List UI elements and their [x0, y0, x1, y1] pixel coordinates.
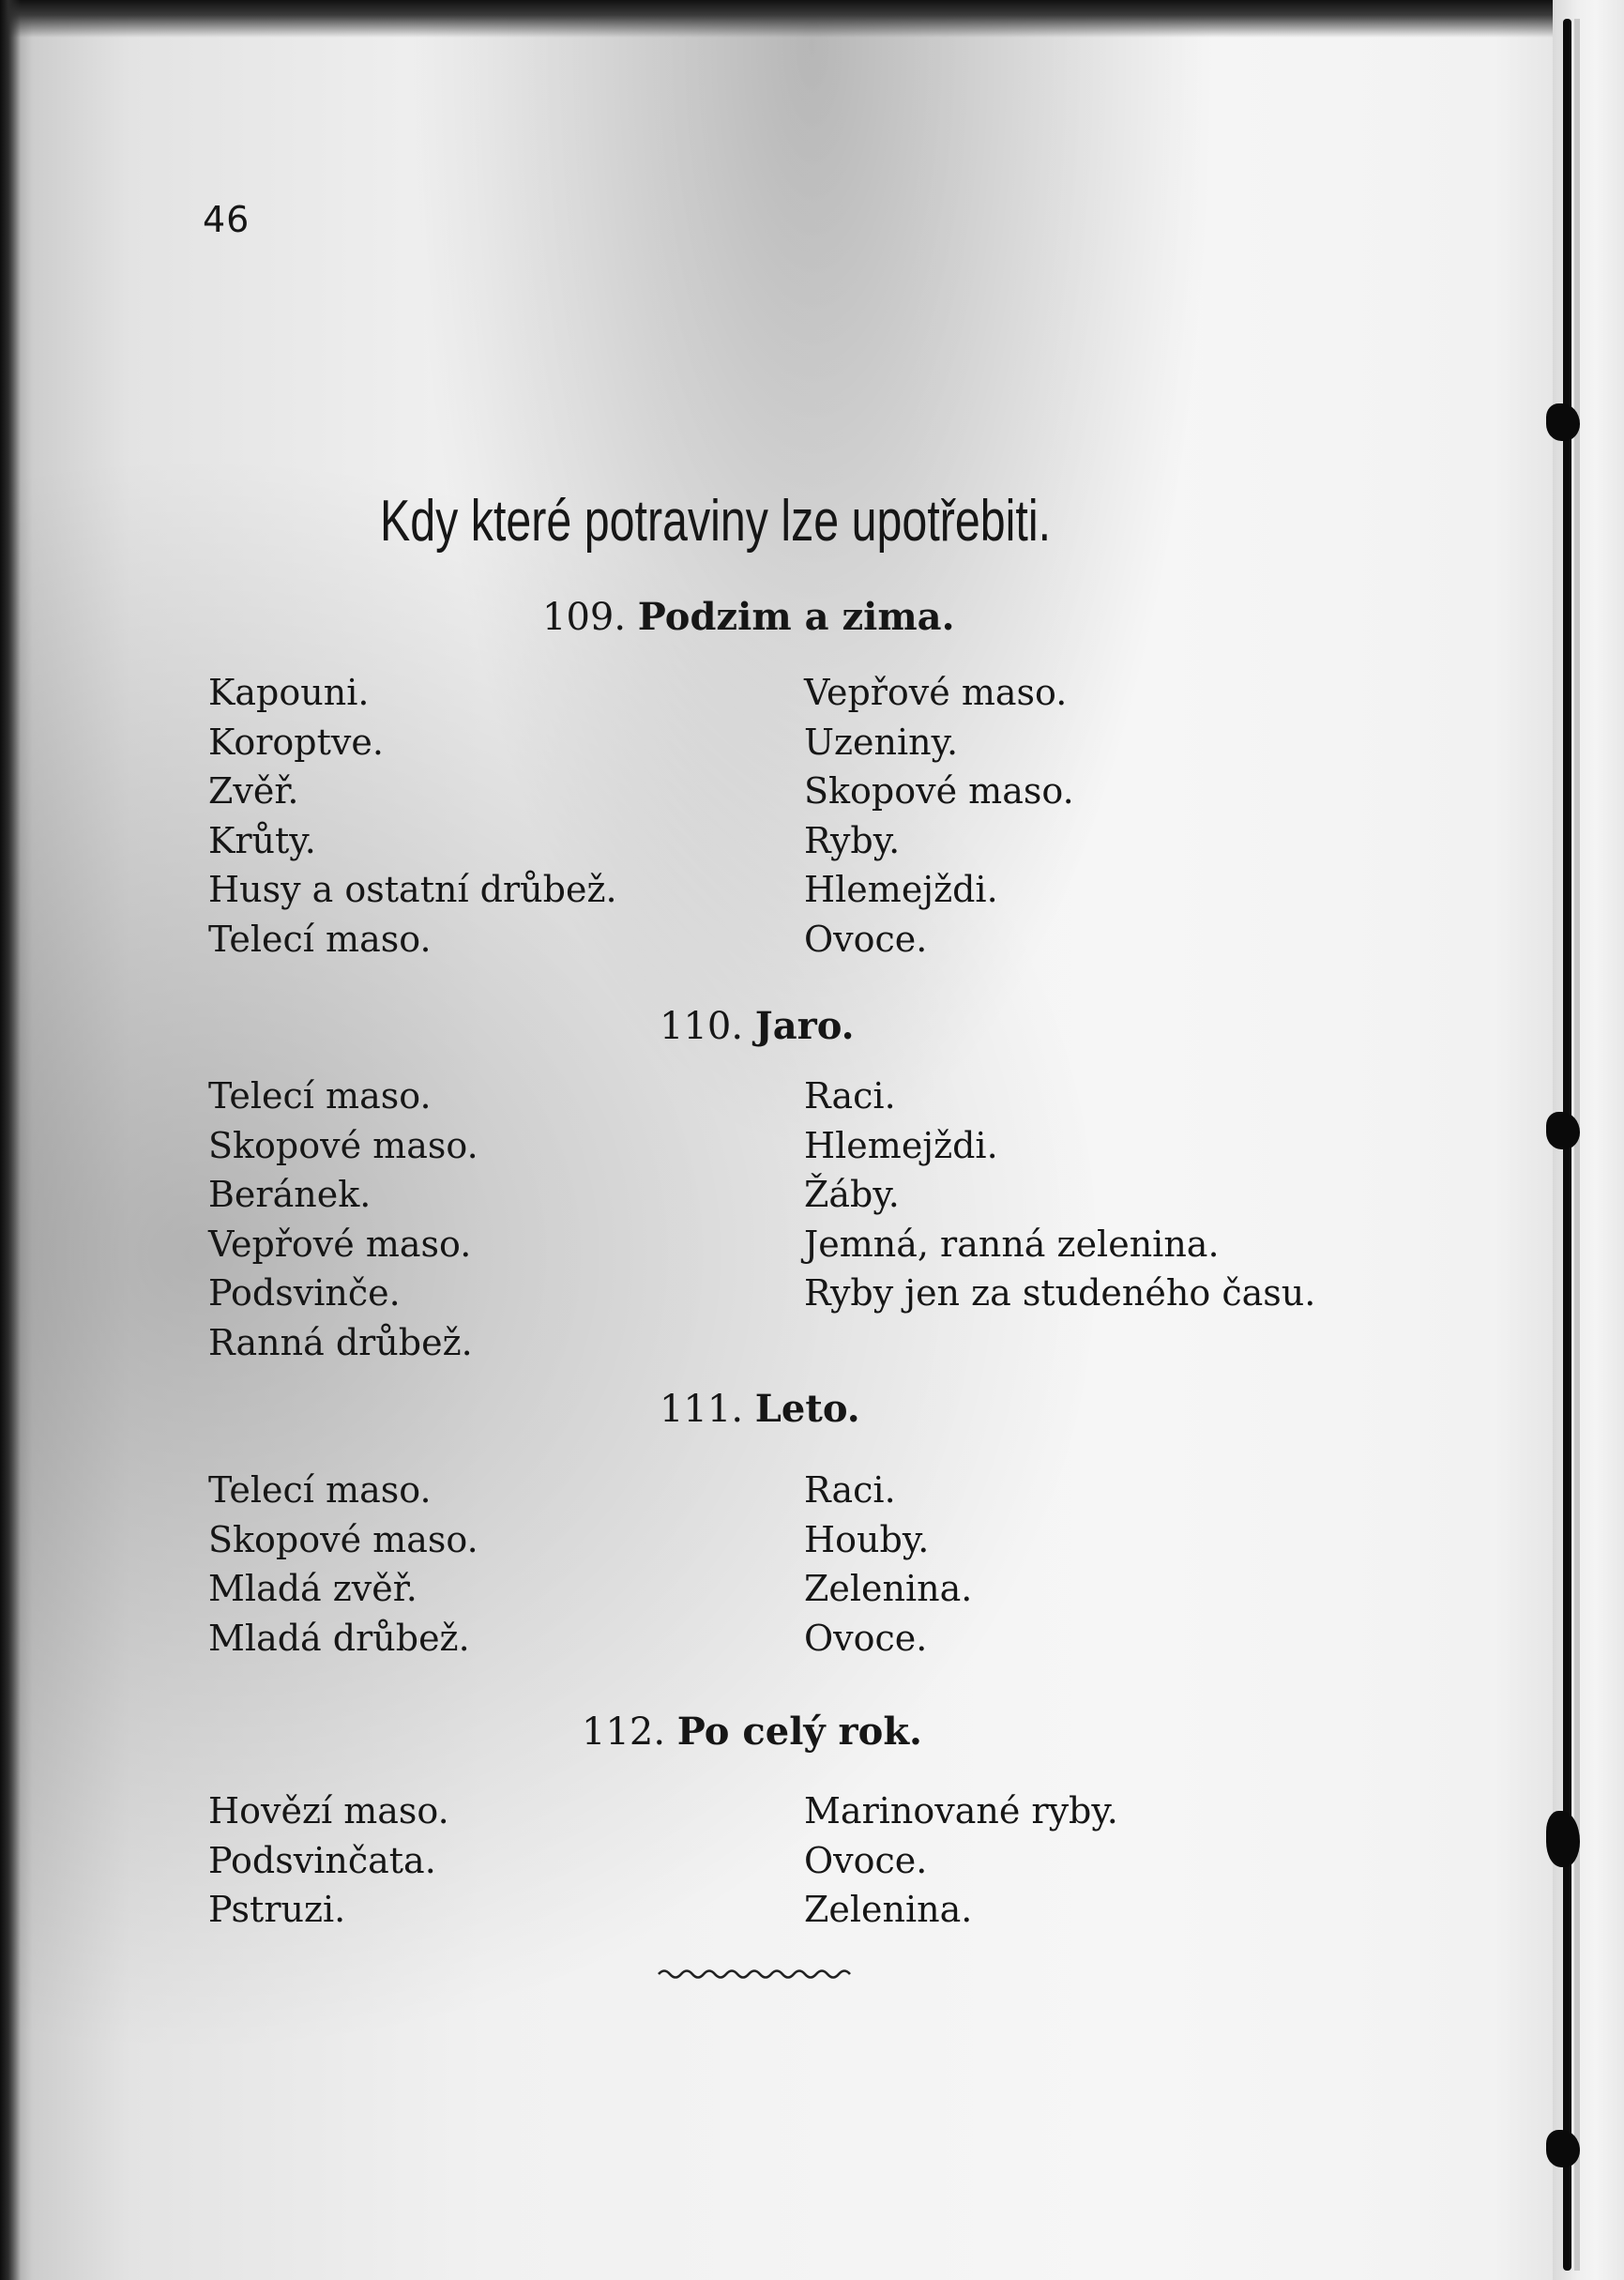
left-column-list: [208, 1072, 478, 1367]
list-item: Koroptve.: [208, 721, 384, 763]
decorative-wavy-divider: [657, 1965, 858, 1984]
list-item: Raci.: [804, 1075, 896, 1117]
list-item: Podsvinče.: [208, 1272, 401, 1314]
list-item: Uzeniny.: [804, 721, 959, 763]
section-number: 111.: [660, 1388, 744, 1431]
section-heading: [582, 1710, 922, 1754]
list-item: Houby.: [804, 1518, 930, 1560]
section-number: 112.: [582, 1710, 666, 1754]
list-item: Kapouni.: [208, 672, 370, 713]
list-item: Žáby.: [804, 1174, 900, 1215]
section-heading: [660, 1004, 855, 1048]
page-number: 46: [203, 199, 250, 240]
list-item: Zelenina.: [804, 1889, 973, 1930]
left-column-list: [208, 668, 617, 964]
list-item: Marinované ryby.: [804, 1790, 1118, 1832]
list-item: Ranná drůbež.: [208, 1321, 473, 1363]
left-column-list: [208, 1466, 478, 1663]
binding-stitch: [1546, 403, 1580, 441]
section-heading: [660, 1387, 860, 1431]
right-column-list: [804, 1786, 1118, 1935]
list-item: Ovoce.: [804, 1839, 928, 1881]
list-item: Beránek.: [208, 1174, 372, 1215]
section-name: Jaro.: [754, 1004, 855, 1048]
right-column-list: [804, 1072, 1315, 1318]
list-item: Skopové maso.: [208, 1124, 478, 1166]
list-item: Telecí maso.: [208, 1075, 432, 1117]
list-item: Telecí maso.: [208, 918, 432, 960]
scan-left-shadow: [0, 0, 21, 2280]
list-item: Vepřové maso.: [208, 1223, 472, 1265]
section-name: Leto.: [754, 1387, 860, 1431]
list-item: Zelenina.: [804, 1568, 973, 1609]
list-item: Podsvinčata.: [208, 1839, 436, 1881]
list-item: Ryby jen za studeného času.: [804, 1272, 1316, 1314]
list-item: Hlemejždi.: [804, 869, 998, 910]
list-item: Jemná, ranná zelenina.: [804, 1223, 1220, 1265]
binding-stitch: [1546, 2130, 1580, 2167]
list-item: Ryby.: [804, 819, 901, 861]
list-item: Skopové maso.: [804, 770, 1074, 812]
section-number: 110.: [660, 1005, 744, 1048]
scan-top-shadow: [0, 0, 1624, 38]
list-item: Zvěř.: [208, 770, 299, 812]
list-item: Mladá zvěř.: [208, 1568, 417, 1609]
section-heading: [542, 595, 955, 639]
list-item: Mladá drůbež.: [208, 1617, 470, 1659]
list-item: Ovoce.: [804, 918, 928, 960]
section-name: Podzim a zima.: [637, 595, 955, 639]
list-item: Hlemejždi.: [804, 1124, 998, 1166]
binding-stitch: [1546, 1112, 1580, 1149]
left-column-list: [208, 1786, 449, 1935]
list-item: Husy a ostatní drůbež.: [208, 869, 617, 910]
list-item: Hovězí maso.: [208, 1790, 449, 1832]
page-title: Kdy které potraviny lze upotřebiti.: [380, 489, 1052, 554]
section-name: Po celý rok.: [676, 1710, 922, 1754]
right-column-list: [804, 668, 1074, 964]
list-item: Krůty.: [208, 819, 316, 861]
right-column-list: [804, 1466, 972, 1663]
section-number: 109.: [542, 596, 627, 639]
list-item: Raci.: [804, 1469, 896, 1511]
list-item: Ovoce.: [804, 1617, 928, 1659]
list-item: Vepřové maso.: [804, 672, 1068, 713]
list-item: Skopové maso.: [208, 1518, 478, 1560]
list-item: Pstruzi.: [208, 1889, 346, 1930]
list-item: Telecí maso.: [208, 1469, 432, 1511]
